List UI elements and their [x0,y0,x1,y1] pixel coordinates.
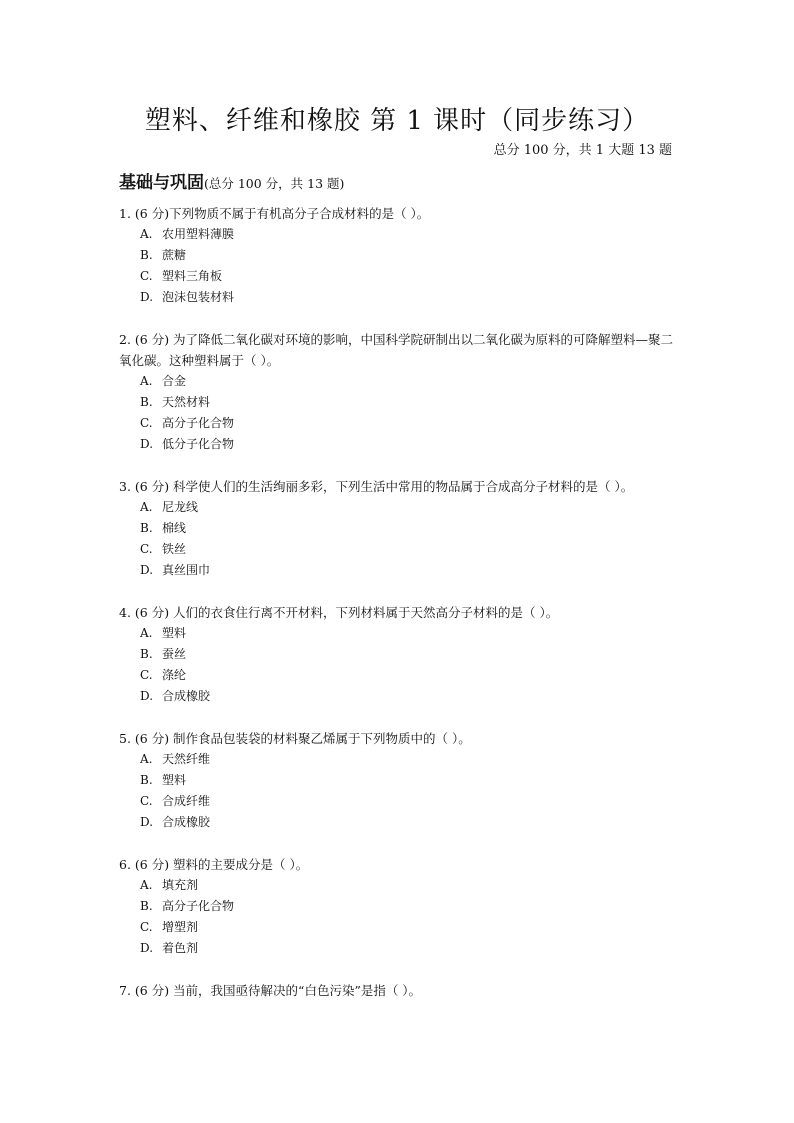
option-letter: D. [140,941,154,955]
option-text: 塑料 [162,773,187,787]
option-text: 蔗糖 [162,248,187,262]
option-item [119,518,675,539]
option-list [119,623,675,707]
option-text: 塑料 [162,626,187,640]
option-item [119,644,675,665]
option-text: 铁丝 [162,542,187,556]
question-stem: 1. (6 分)下列物质不属于有机高分子合成材料的是（ ）。 [119,206,430,221]
question-stem: 5. (6 分) 制作食品包装袋的材料聚乙烯属于下列物质中的（ ）。 [119,731,471,746]
question-item [119,329,675,455]
question-stem: 4. (6 分) 人们的衣食住行离不开材料，下列材料属于天然高分子材料的是（ ）。 [119,605,559,620]
option-text: 农用塑料薄膜 [162,227,235,241]
option-letter: C. [140,269,153,283]
option-letter: B. [140,899,153,913]
option-text: 填充剂 [162,878,199,892]
question-stem: 7. (6 分) 当前，我国亟待解决的“白色污染”是指（ ）。 [119,983,422,998]
section-title: 基础与巩固 [119,173,204,193]
option-text: 尼龙线 [162,500,199,514]
score-summary: 总分 100 分，共 1 大题 13 题 [493,143,672,158]
option-item [119,770,675,791]
option-letter: C. [140,416,153,430]
option-list [119,875,675,959]
option-letter: A. [140,374,153,388]
option-list [119,497,675,581]
page-title: 塑料、纤维和橡胶 第 1 课时（同步练习） [144,106,650,136]
option-item [119,623,675,644]
option-item [119,434,675,455]
option-item [119,938,675,959]
question-stem: 3. (6 分) 科学使人们的生活绚丽多彩，下列生活中常用的物品属于合成高分子材料的是（ ）。 [119,479,634,494]
option-text: 合成橡胶 [162,689,211,703]
option-item [119,665,675,686]
option-item [119,224,675,245]
option-item [119,539,675,560]
option-letter: A. [140,227,153,241]
option-text: 合成纤维 [162,794,211,808]
option-item [119,749,675,770]
option-item [119,875,675,896]
option-item [119,791,675,812]
option-letter: B. [140,395,153,409]
section-header [119,168,344,193]
option-letter: B. [140,647,153,661]
question-item [119,602,675,707]
option-list [119,749,675,833]
option-text: 塑料三角板 [162,269,223,283]
option-letter: D. [140,563,154,577]
question-item [119,980,675,1001]
option-text: 增塑剂 [162,920,199,934]
section-meta: (总分 100 分，共 13 题) [204,176,345,191]
question-item [119,728,675,833]
option-item [119,392,675,413]
option-item [119,917,675,938]
option-text: 真丝围巾 [162,563,211,577]
option-letter: A. [140,626,153,640]
option-text: 天然材料 [162,395,211,409]
option-letter: D. [140,290,154,304]
option-letter: C. [140,920,153,934]
question-item [119,854,675,959]
option-item [119,371,675,392]
option-letter: B. [140,248,153,262]
option-letter: D. [140,437,154,451]
option-text: 合成橡胶 [162,815,211,829]
question-stem: 6. (6 分) 塑料的主要成分是（ ）。 [119,857,309,872]
option-text: 高分子化合物 [162,899,235,913]
option-item [119,245,675,266]
option-letter: D. [140,689,154,703]
option-text: 低分子化合物 [162,437,235,451]
option-letter: A. [140,752,153,766]
option-letter: A. [140,878,153,892]
option-list [119,371,675,455]
question-item [119,476,675,581]
option-text: 天然纤维 [162,752,211,766]
option-letter: C. [140,542,153,556]
option-list [119,224,675,308]
question-stem: 2. (6 分) 为了降低二氧化碳对环境的影响，中国科学院研制出以二氧化碳为原料的可降解塑料—聚二氧化碳。这种塑料属于（ ）。 [119,332,674,368]
question-list [119,203,675,1022]
option-text: 棉线 [162,521,187,535]
option-item [119,686,675,707]
option-item [119,896,675,917]
option-text: 泡沫包装材料 [162,290,235,304]
option-item [119,812,675,833]
option-text: 高分子化合物 [162,416,235,430]
question-item [119,203,675,308]
option-letter: C. [140,794,153,808]
option-letter: A. [140,500,153,514]
option-item [119,266,675,287]
option-item [119,560,675,581]
option-item [119,497,675,518]
option-text: 合金 [162,374,187,388]
option-text: 着色剂 [162,941,199,955]
option-letter: B. [140,521,153,535]
option-letter: D. [140,815,154,829]
option-text: 蚕丝 [162,647,187,661]
option-letter: B. [140,773,153,787]
option-text: 涤纶 [162,668,187,682]
option-letter: C. [140,668,153,682]
option-item [119,413,675,434]
option-item [119,287,675,308]
